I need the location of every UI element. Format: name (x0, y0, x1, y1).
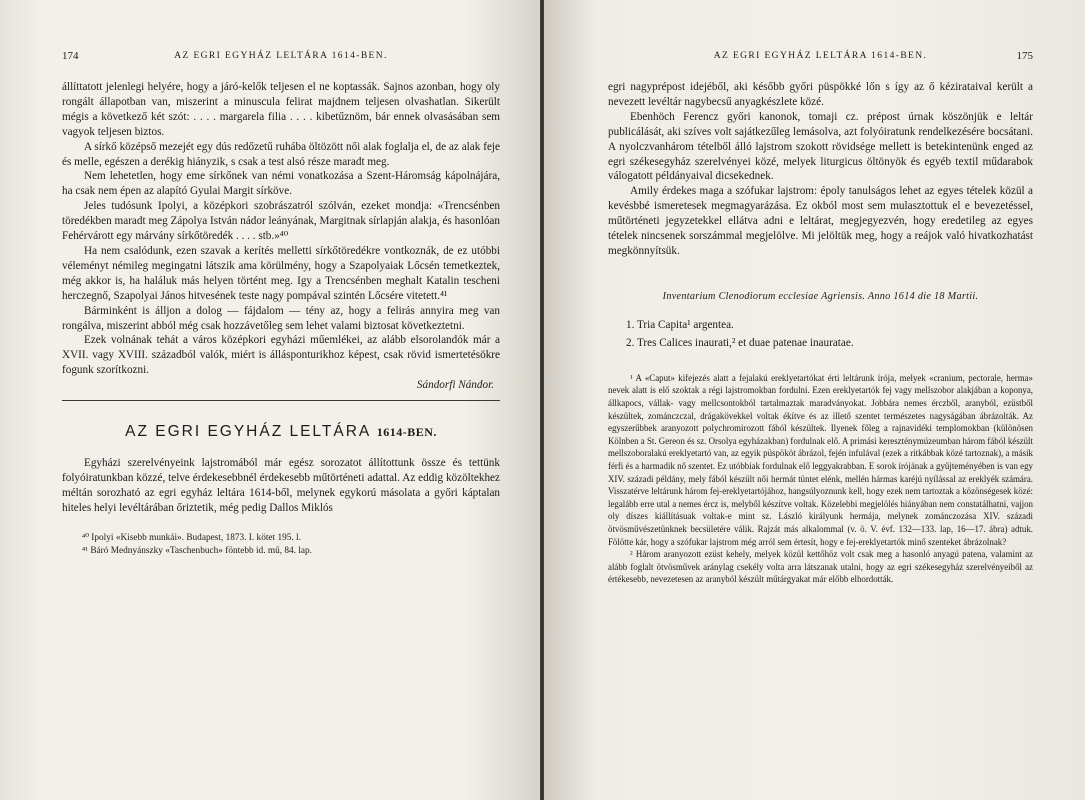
left-page-number: 174 (62, 50, 79, 62)
left-paragraph-2: A sírkő középső mezejét egy dús redőzetű ruhába öltözött női alak foglalja el, de az alak feje és melle, egészen a derékig hiányzik, s csak a test alsó része maradt meg. (62, 140, 500, 168)
left-running-title: AZ EGRI EGYHÁZ LELTÁRA 1614-BEN. (174, 51, 388, 61)
left-paragraph-4: Jeles tudósunk Ipolyi, a középkori szobrászatról szólván, ezeket mondja: «Trencsénben töredékben maradt meg Zápolya István nádor leányának, Margitnak sírlapján alakja, és hasonlóan Fehérvárott egy márvány sírkőtöredék . . . . stb.»⁴⁰ (62, 200, 500, 243)
footnote-1: ¹ A «Caput» kifejezés alatt a fejalakú ereklyetartókat érti leltárunk írója, melyek «cranium, pectorale, herma» nevek alatt is elő szoktak a régi lajstromokban fordulni. Ezen ereklyetartók fej vagy mellszobor alakjában a koponya, állkapocs, vállak- vagy mellcsontokból tartalmaztak maradványokat. Jobbára nemes érczből, aranyból, ezüstből készültek, zománczczal, drágakövekkel voltak ékítve és az illető szentet természetes nagyságában ábrázolták. Az egyszerűbbek aranyozott polychromirozott fából készültek. Ilyenek főleg a rajnavidéki templomokban (különösen Kölnben a St. Gereon és sz. Orsolya egyházakban) fordulnak elő. A primási kereszténymúzeumban három fából készült mellszoboralakú ereklyetartó van, az egyik püspököt ábrázol, fején infulával (ezek a ritkábbak közé tartoznak), a másik férfi és a harmadik nő szentet. Ez utóbbiak fordulnak elő leggyakrabban. E sorok írójának a gyűjteményében is van egy XIV. századi példány, mely fából készült női hermát tüntet elénk, mellén hármas karéjú nyílással az ereklyék számára. Visszatérve leltárunk három fej-ereklyetartójához, hangsúlyoznunk kell, hogy ezek nem tartoztak a közönségesek közé: legalább erre utal a nemes ércz is, melyből készítve voltak. Közelebbi megjelölés hiányában nem constatálhatni, vajjon oly díszes kiállításuak voltak-e mint sz. László királyunk hermája, melynek zománczozása XIV. századi ötvösművészetünknek becsületére válik. Rajzát más alkalommal (v. ö. V. évf. 132—133. lap, 16—17. ábra) adtuk. Fölötte kár, hogy a szófukar lajstrom még arról sem értesít, hogy e fej-ereklyetartók minő szenteket ábrázolnak? (608, 372, 1033, 547)
inventory-item-2: 2. Tres Calices inaurati,² et duae patenae inauratae. (626, 336, 854, 349)
left-running-header (62, 50, 500, 66)
right-page-number: 175 (1016, 50, 1033, 62)
left-paragraph-3: Nem lehetetlen, hogy eme sírkőnek van némi vonatkozása a Szent-Háromság kápolnájára, ha csak nem épen az alapító Gyulai Margit sírköve. (62, 170, 500, 198)
right-page (544, 0, 1085, 800)
section-divider (62, 400, 500, 401)
right-running-title: AZ EGRI EGYHÁZ LELTÁRA 1614-BEN. (713, 51, 928, 61)
section-heading-year: 1614-BEN. (376, 425, 437, 440)
left-paragraph-7: Ezek volnának tehát a város középkori egyházi műemlékei, az alább elsorolandók már a XVII. vagy XVIII. századból valók, miért is állásponturikhoz képest, csak rövid ismertetésökre fogunk szorítkozni. (62, 334, 500, 377)
author-signature: Sándorfi Nándor. (416, 379, 494, 392)
inventory-title: Inventarium Clenodiorum ecclesiae Agriensis. Anno 1614 die 18 Martii. (662, 290, 979, 302)
right-running-header (608, 50, 1033, 66)
left-footnotes (62, 532, 500, 558)
inventory-item-1: 1. Tria Capita¹ argentea. (626, 318, 734, 331)
left-paragraph-1: állíttatott jelenlegi helyére, hogy a járó-kelők teljesen el ne koptassák. Sajnos azonban, hogy oly rongált állapotban van, miszerint a minuscula felirat majdnem teljesen olvashatlan. Sikerült mégis a következő két szót: . . . . margarela filia . . . . kibetűznöm, bár ennek olvasásában sem vagyok teljesen biztos. (62, 81, 500, 138)
section-heading-main: AZ EGRI EGYHÁZ LELTÁRA (125, 423, 371, 441)
footnote-2: ² Három aranyozott ezüst kehely, melyek közül kettőhöz volt csak meg a hasonló anyagú patena, valamint az alább foglalt ötvösművek aránylag csekély volta arra látszanak utalni, hogy az egri székesegyház szerelvényeiből az értékesebb, nevezetesen az aranyból készült műtárgyakat már előbb elhordották. (608, 549, 1033, 585)
section-heading (62, 423, 500, 441)
section-intro-paragraph: Egyházi szerelvényeink lajstromából már egész sorozatot állítottunk össze és tettünk folyóiratunkban közzé, telve érdekesebbnél érdekesebb műtörténeti adattal. Az eddig közöltekhez méltán sorozható az egri egyház leltára 1614-ből, melynek egykorú másolata a győri káptalan hiteles helyi levéltárában őriztetik, még pedig Dallos Miklós (62, 457, 500, 514)
right-paragraph-1: egri nagyprépost idejéből, aki később győri püspökké lőn s így az ő kézirataival került a nevezett levéltár nagybecsű anyagkészlete közé. (608, 81, 1033, 108)
left-paragraph-5: Ha nem csalódunk, ezen szavak a kerítés melletti sírkőtöredékre vontkoznák, de ez utóbbi véleményt némileg megingatni látszik ama körülmény, hogy a Szapolyaiak Lőcsén temetkeztek, még akkor is, ha haláluk más helyen történt meg. Igy a Trencsénben meghalt Katalin tescheni herczegnő, Szapolyai János hitvesének teste nagy pompával szintén Lőcsére vitetett.⁴¹ (62, 244, 500, 302)
left-paragraph-6: Bárminként is álljon a dolog — fájdalom — tény az, hogy a felirás annyira meg van rongálva, miszerint abból még csak hozzávetőleg sem lehet valami biztosat következtetni. (62, 304, 500, 332)
right-paragraph-3: Amily érdekes maga a szófukar lajstrom: époly tanulságos lehet az egyes tételek közül a kevésbbé ismeretesek megmagyarázása. Ez okból most sem mulasztottuk el e bevezetéssel, műtörténeti jegyzetekkel ellátva adni e leltárat, megjegyezvén, hogy eredetileg az egyes tételek nincsenek sorszámmal megjelölve. Mi jelöltük meg, hogy a reájok való hivatkozhatást megkönnyítsük. (608, 185, 1033, 257)
footnote-40: ⁴⁰ Ipolyi «Kisebb munkái». Budapest, 1873. I. kötet 195. l. (82, 532, 301, 543)
right-paragraph-2: Ebenhöch Ferencz győri kanonok, tomaji cz. prépost úrnak köszönjük e leltár publicálását, aki szíves volt sajátkezűleg lemásolva, azt folyóiratunk rendelkezésére bocsátani. A nyolczvanhárom tételből álló lajstrom szokott rövidsége mellett is betekintenünk enged az egri székesegyház szerelvényei közé, melyek liturgicus öltönyök és egyéb textil műdarabok válogatott példányaival dicsekednek. (608, 110, 1033, 183)
footnote-41: ⁴¹ Báró Mednyánszky «Taschenbuch» föntebb id. mű, 84. lap. (82, 545, 313, 556)
left-page (0, 0, 540, 800)
